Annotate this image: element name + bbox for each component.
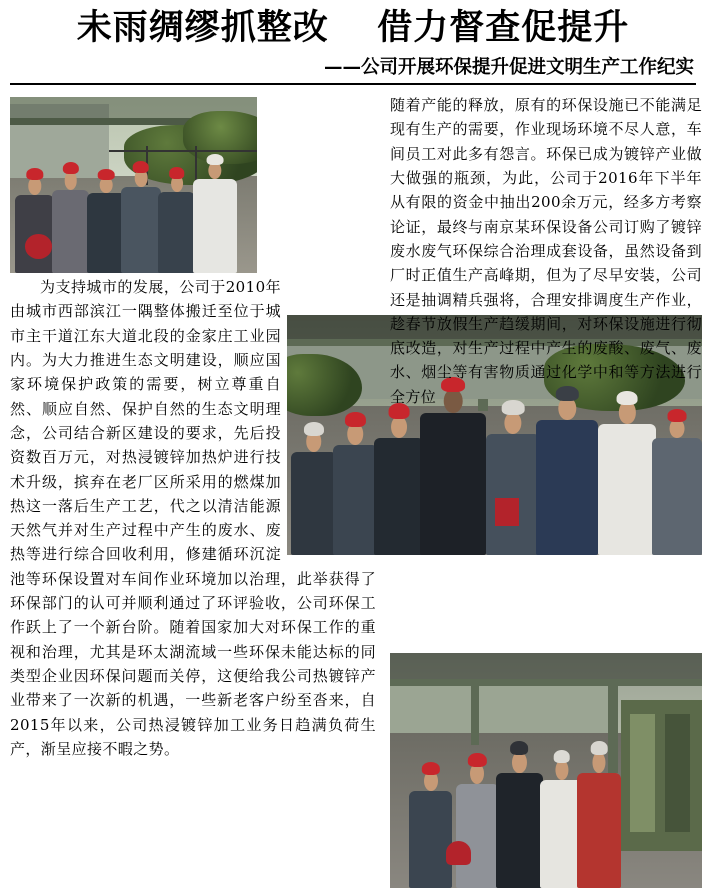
article-paragraph-left-1: 为支持城市的发展，公司于2010年由城市西部滨江一隅整体搬迁至位于城市主干道江东大道北段的金家庄工业园内。为大力推进生态文明建设，顺应国家环境保护政策的需要，树立尊重自然、顺应自然、保护自然的生态文明理念，公司结合新区建设的要求，先后投资数百万元，对热浸镀锌加热炉进行技术升级，摈弃在老厂区所采用的燃煤加热这一落后生产工艺，代之以清洁能源天然气并对生产过程中产生的废水、废热等进行综合回收利用，修建循环沉淀池等环保设置对车间作业环境加以治理，此举获得了环保部门的认可并顺利通过了环评验收，公司环保工作跃上了一个新台阶。随着国家加大对环保工作的重视和治理，尤其是环太湖流域一些环保未能达标的同类型企业因环保问题而关停，这便给我公司热镀锌产业带来了一次新的机遇，一些新老客户纷至沓来，自2015年以来，公司热浸镀锌加工业务日趋满负荷生产，渐呈应接不暇之势。 (10, 278, 376, 758)
masthead (10, 8, 696, 85)
photo-workers-equipment-workshop (390, 653, 702, 888)
article-column-right (390, 93, 702, 409)
subheadline: ——公司开展环保提升促进文明生产工作纪实 (323, 57, 694, 79)
page-title (10, 8, 696, 47)
article-body (10, 93, 702, 883)
article-column-left (10, 93, 376, 761)
article-paragraph-right-1: 随着产能的释放，原有的环保设施已不能满足现有生产的需要，作业现场环境不尽人意，车间员工对此多有怨言。环保已成为镀锌产业做大做强的瓶颈，为此，公司于2016年下半年从有限的资金中抽出200余万元，经多方考察论证，最终与南京某环保设备公司订购了镀锌废水废气环保综合治理成套设备，虽然设备到厂时正值生产高峰期，但为了尽早安装，公司还是抽调精兵强将，合理安排调度生产作业，趁春节放假生产趋缓期间，对环保设施进行彻底改造，对生产过程中产生的废酸、废气、废水、烟尘等有害物质通过化学中和等方法进行全方位 (390, 96, 702, 406)
headline-part-2: 借力督查促提升 (377, 7, 630, 48)
headline-part-1: 未雨绸缪抓整改 (76, 7, 329, 48)
